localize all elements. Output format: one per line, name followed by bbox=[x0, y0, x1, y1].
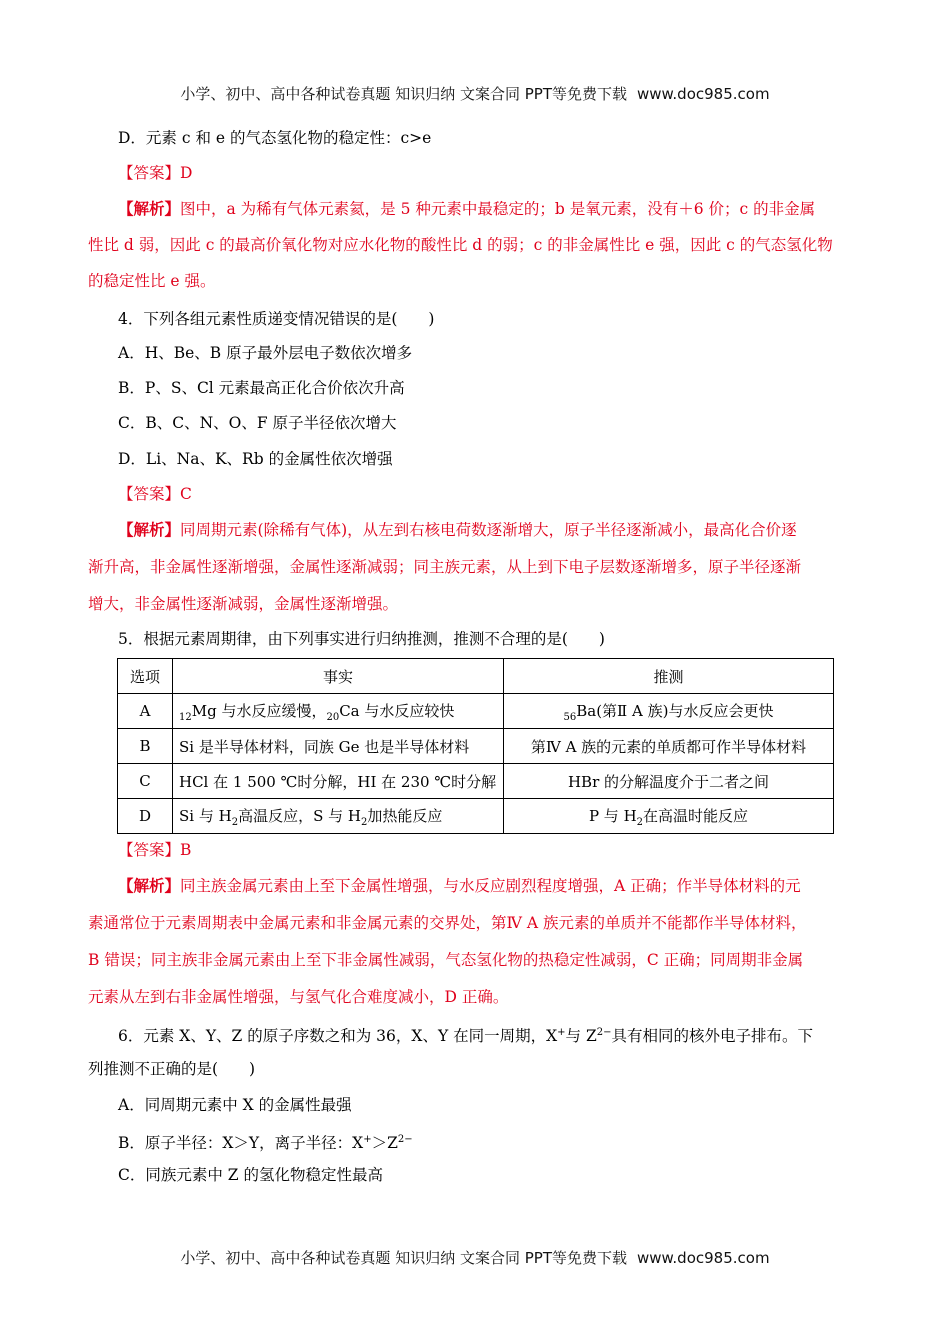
q4-answer: 【答案】C bbox=[118, 485, 192, 503]
row-option: C bbox=[118, 764, 173, 799]
page-header bbox=[0, 83, 950, 104]
q6-stem-line-2: 列推测不正确的是( ) bbox=[88, 1060, 256, 1078]
page-footer bbox=[0, 1247, 950, 1268]
table-row bbox=[118, 729, 834, 764]
q3-option-d: D．元素 c 和 e 的气态氢化物的稳定性：c>e bbox=[118, 129, 432, 147]
row-fact: $_{12}$Mg 与水反应缓慢，$_{20}$Ca 与水反应较快 bbox=[173, 694, 504, 729]
q3-analysis-line-1: 【解析】图中，a 为稀有气体元素氦，是 5 种元素中最稳定的；b 是氧元素，没有＋6 价；c 的非金属 bbox=[118, 199, 816, 218]
q6-option-a: A．同周期元素中 X 的金属性最强 bbox=[118, 1096, 352, 1114]
q4-stem: 4．下列各组元素性质递变情况错误的是( ) bbox=[118, 310, 435, 328]
q4-option-c: C．B、C、N、O、F 原子半径依次增大 bbox=[118, 414, 397, 432]
q4-analysis-line-1: 【解析】同周期元素(除稀有气体)，从左到右核电荷数逐渐增大，原子半径逐渐减小，最高化合价逐 bbox=[118, 520, 797, 539]
q6-option-c: C．同族元素中 Z 的氢化物稳定性最高 bbox=[118, 1166, 383, 1184]
q4-analysis-line-2: 渐升高，非金属性逐渐增强，金属性逐渐减弱；同主族元素，从上到下电子层数逐渐增多，原子半径逐渐 bbox=[88, 558, 802, 576]
q5-analysis-line-1: 【解析】同主族金属元素由上至下金属性增强，与水反应剧烈程度增强，A 正确；作半导体材料的元 bbox=[118, 876, 801, 895]
q5-analysis-line-2: 素通常位于元素周期表中金属元素和非金属元素的交界处，第Ⅳ A 族元素的单质并不能都作半导体材料， bbox=[88, 914, 807, 932]
q5-table bbox=[117, 658, 834, 834]
row-fact: Si 是半导体材料，同族 Ge 也是半导体材料 bbox=[173, 729, 504, 764]
footer-text: 小学、初中、高中各种试卷真题 知识归纳 文案合同 PPT等免费下载 bbox=[180, 1249, 627, 1267]
row-fact: HCl 在 1 500 ℃时分解，HI 在 230 ℃时分解 bbox=[173, 764, 504, 799]
q6-stem-line-1: 6．元素 X、Y、Z 的原子序数之和为 36，X、Y 在同一周期，X+与 $Z^{2-}$具有相同的核外电子排布。下 bbox=[118, 1027, 813, 1046]
col-header-option: 选项 bbox=[118, 659, 173, 694]
row-option: A bbox=[118, 694, 173, 729]
row-guess: $_{56}$Ba(第Ⅱ A 族)与水反应会更快 bbox=[504, 694, 834, 729]
table-row bbox=[118, 694, 834, 729]
row-guess: P 与 $H_2$在高温时能反应 bbox=[504, 799, 834, 834]
q4-option-d: D．Li、Na、K、Rb 的金属性依次增强 bbox=[118, 450, 393, 468]
col-header-guess: 推测 bbox=[504, 659, 834, 694]
col-header-fact: 事实 bbox=[173, 659, 504, 694]
q5-analysis-line-3: B 错误；同主族非金属元素由上至下非金属性减弱，气态氢化物的热稳定性减弱，C 正确；同周期非金属 bbox=[88, 951, 804, 969]
row-fact: Si 与 $H_2$高温反应，S 与 $H_2$加热能反应 bbox=[173, 799, 504, 834]
q4-option-a: A．H、Be、B 原子最外层电子数依次增多 bbox=[118, 344, 413, 362]
row-option: B bbox=[118, 729, 173, 764]
q3-answer: 【答案】D bbox=[118, 164, 193, 182]
row-guess: HBr 的分解温度介于二者之间 bbox=[504, 764, 834, 799]
q4-analysis-line-3: 增大，非金属性逐渐减弱，金属性逐渐增强。 bbox=[88, 595, 399, 613]
q4-option-b: B．P、S、Cl 元素最高正化合价依次升高 bbox=[118, 379, 405, 397]
q5-stem: 5．根据元素周期律，由下列事实进行归纳推测，推测不合理的是( ) bbox=[118, 630, 605, 648]
q5-analysis-label: 【解析】 bbox=[118, 876, 181, 895]
row-option: D bbox=[118, 799, 173, 834]
footer-url[interactable]: www.doc985.com bbox=[636, 1249, 770, 1267]
q5-answer: 【答案】B bbox=[118, 841, 192, 859]
q4-analysis-label: 【解析】 bbox=[118, 520, 181, 539]
q3-analysis-line-2: 性比 d 弱，因此 c 的最高价氧化物对应水化物的酸性比 d 的弱；c 的非金属性比 e 强，因此 c 的气态氢化物 bbox=[88, 236, 833, 254]
fact-a-text: Mg 与水反应缓慢，$_{20}$Ca 与水反应较快 bbox=[191, 701, 455, 723]
atomic-number-sub: 20 bbox=[326, 711, 340, 723]
q5-analysis-line-4: 元素从左到右非金属性增强，与氢气化合难度减小，D 正确。 bbox=[88, 988, 509, 1006]
table-header-row bbox=[118, 659, 834, 694]
header-url[interactable]: www.doc985.com bbox=[636, 85, 770, 103]
row-guess: 第Ⅳ A 族的元素的单质都可作半导体材料 bbox=[504, 729, 834, 764]
table-row bbox=[118, 799, 834, 834]
q6-option-b: B．原子半径：X＞Y，离子半径：$X^+>Z^{2-}$ bbox=[118, 1134, 413, 1153]
header-text: 小学、初中、高中各种试卷真题 知识归纳 文案合同 PPT等免费下载 bbox=[180, 85, 627, 103]
table-row bbox=[118, 764, 834, 799]
q3-analysis-label: 【解析】 bbox=[118, 199, 181, 218]
q3-analysis-line-3: 的稳定性比 e 强。 bbox=[88, 272, 216, 290]
